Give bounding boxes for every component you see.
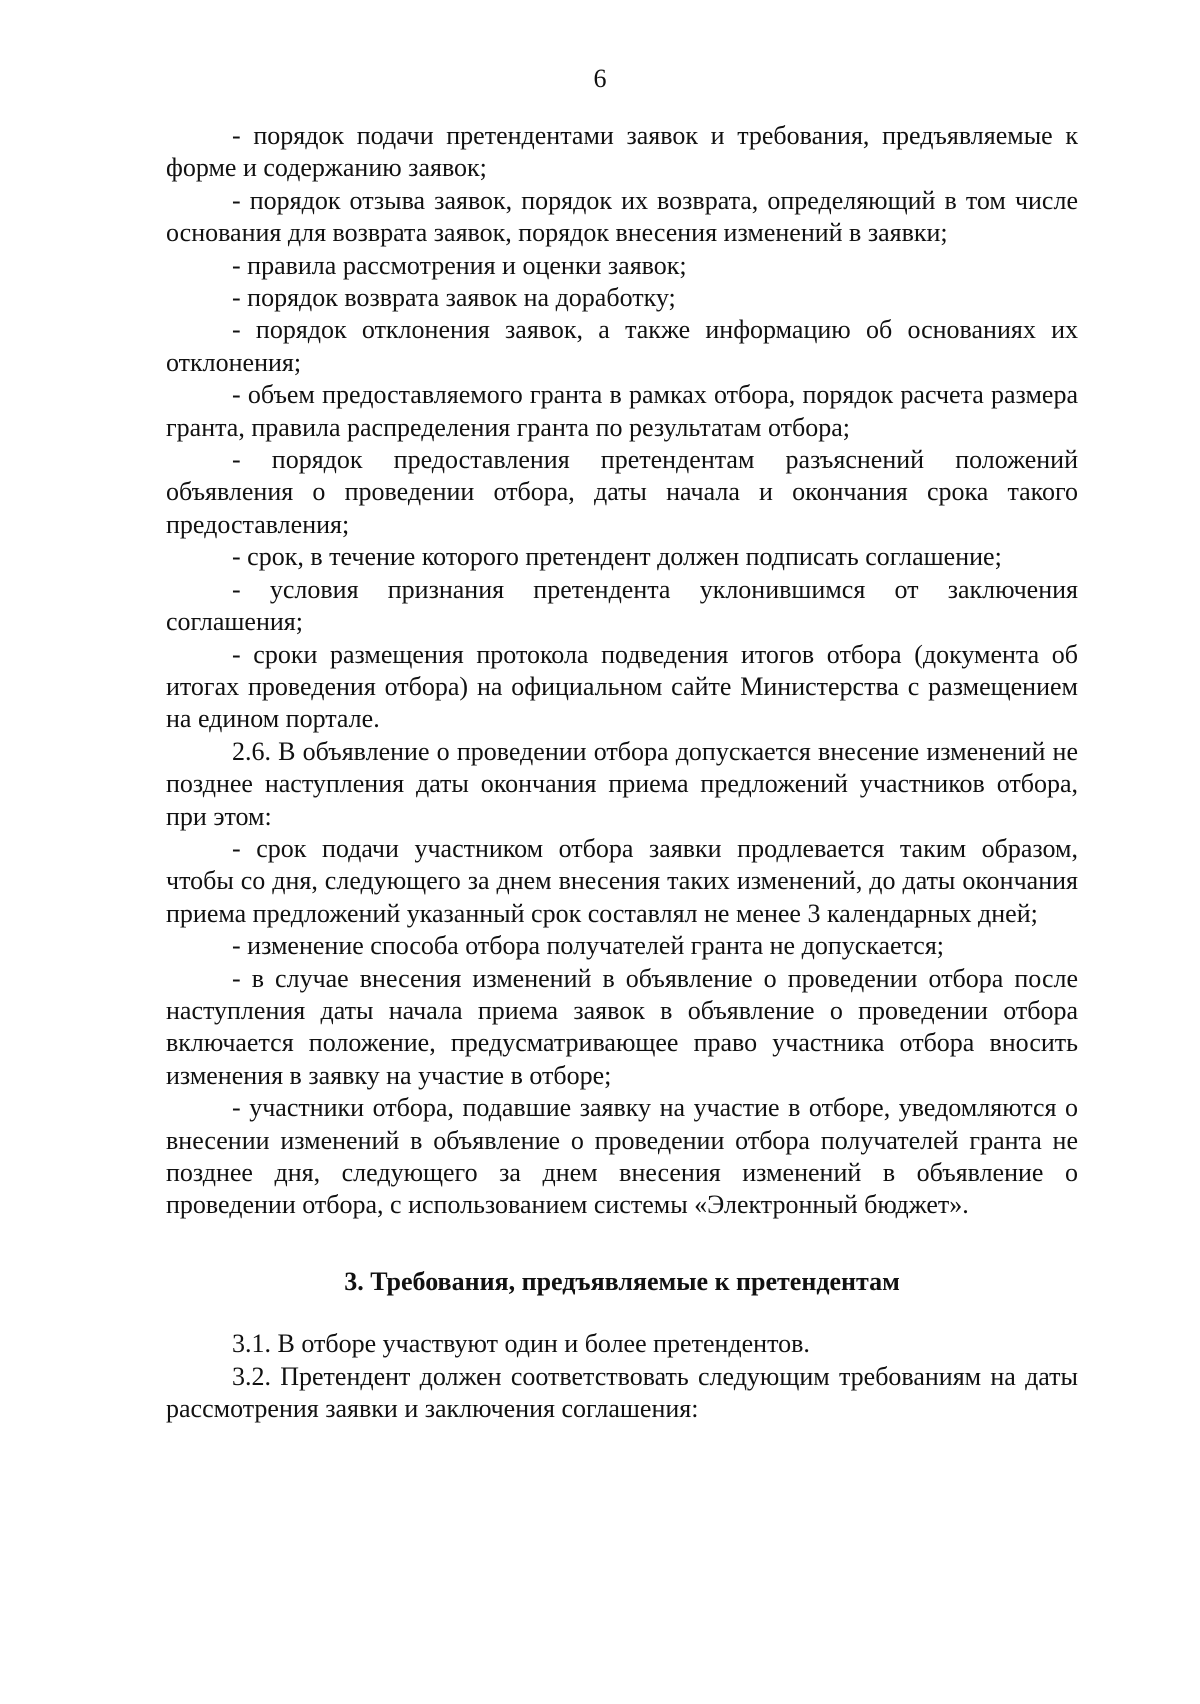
section-heading: 3. Требования, предъявляемые к претендентам [344, 1266, 900, 1296]
paragraph: 2.6. В объявление о проведении отбора допускается внесение изменений не позднее наступления даты окончания приема предложений участников отбора, при этом: [166, 736, 1078, 831]
paragraph: - в случае внесения изменений в объявление о проведении отбора после наступления даты начала приема заявок в объявление о проведении отбора включается положение, предусматривающее право участника отбора вносить изменения в заявку на участие в отборе; [166, 963, 1078, 1090]
paragraph: - порядок подачи претендентами заявок и требования, предъявляемые к форме и содержанию заявок; [166, 121, 1078, 183]
paragraph: - срок, в течение которого претендент должен подписать соглашение; [232, 542, 1002, 572]
paragraph: - правила рассмотрения и оценки заявок; [232, 250, 687, 280]
paragraph: - объем предоставляемого гранта в рамках отбора, порядок расчета размера гранта, правила распределения гранта по результатам отбора; [166, 380, 1078, 442]
paragraph: - порядок возврата заявок на доработку; [232, 283, 676, 313]
paragraph: - порядок отклонения заявок, а также информацию об основаниях их отклонения; [166, 315, 1078, 377]
paragraph: 3.1. В отборе участвуют один и более претендентов. [232, 1329, 810, 1359]
paragraph: - срок подачи участником отбора заявки продлевается таким образом, чтобы со дня, следующего за днем внесения таких изменений, до даты окончания приема предложений указанный срок составлял не менее 3 календарных дней; [166, 833, 1078, 928]
paragraph: - сроки размещения протокола подведения итогов отбора (документа об итогах проведения отбора) на официальном сайте Министерства с размещением на едином портале. [166, 639, 1078, 734]
document-body [166, 120, 1078, 1425]
paragraph: 3.2. Претендент должен соответствовать следующим требованиям на даты рассмотрения заявки и заключения соглашения: [166, 1361, 1078, 1424]
page-number: 6 [593, 64, 607, 93]
paragraph: - участники отбора, подавшие заявку на участие в отборе, уведомляются о внесении изменений в объявление о проведении отбора получателей гранта не позднее дня, следующего за днем внесения изменений в объявление о проведении отбора, с использованием системы «Электронный бюджет». [166, 1093, 1078, 1220]
paragraph: - изменение способа отбора получателей гранта не допускается; [232, 931, 945, 961]
paragraph: - порядок отзыва заявок, порядок их возврата, определяющий в том числе основания для возврата заявок, порядок внесения изменений в заявки; [166, 185, 1078, 248]
paragraph: - порядок предоставления претендентам разъяснений положений объявления о проведении отбора, даты начала и окончания срока такого предоставления; [166, 445, 1078, 539]
paragraph: - условия признания претендента уклонившимся от заключения соглашения; [166, 574, 1078, 637]
